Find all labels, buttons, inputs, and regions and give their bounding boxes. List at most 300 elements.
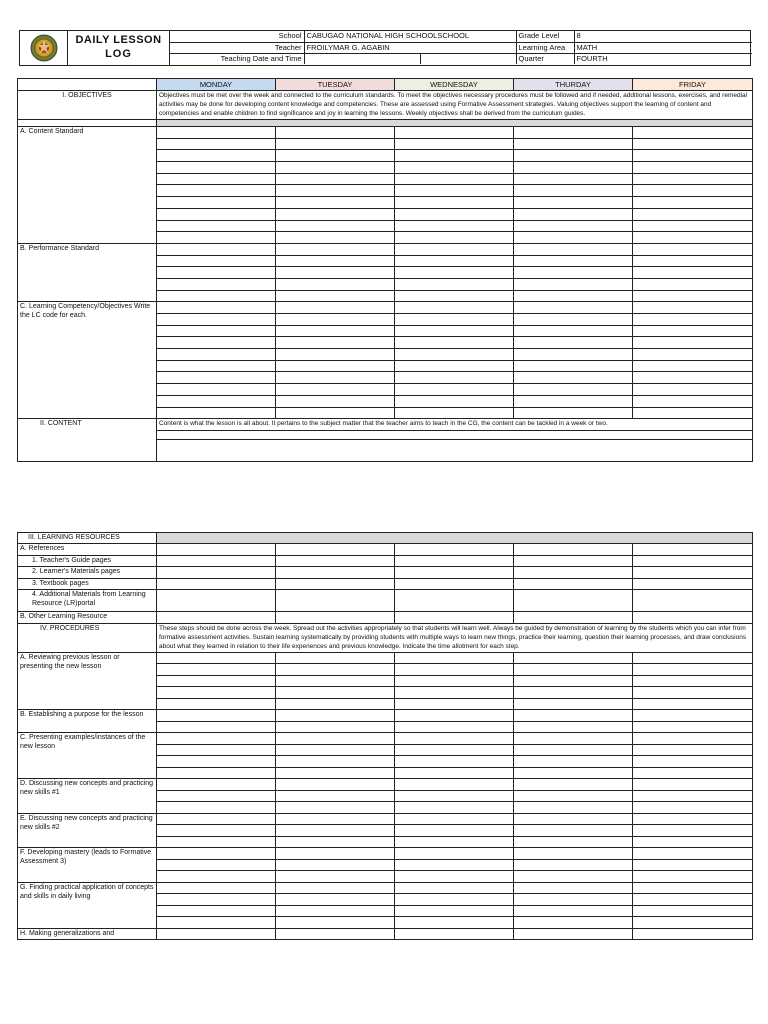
proc-g-cell[interactable] (633, 905, 753, 917)
proc-e-cell[interactable] (395, 825, 514, 837)
proc-c-cell[interactable] (157, 744, 276, 756)
competency-cell[interactable] (633, 325, 753, 337)
teacher-value[interactable]: FROILYMAR G. AGABIN (304, 42, 516, 53)
proc-g-cell[interactable] (395, 905, 514, 917)
content-standard-cell[interactable] (157, 185, 276, 197)
proc-f-cell[interactable] (633, 871, 753, 883)
competency-cell[interactable] (633, 314, 753, 326)
proc-a-cell[interactable] (633, 675, 753, 687)
proc-b-cell[interactable] (633, 721, 753, 733)
competency-cell[interactable] (514, 302, 633, 314)
content-standard-cell[interactable] (157, 220, 276, 232)
performance-standard-cell[interactable] (633, 243, 753, 255)
proc-f-cell[interactable] (395, 871, 514, 883)
proc-f-cell[interactable] (633, 859, 753, 871)
proc-d-cell[interactable] (633, 802, 753, 814)
proc-f-cell[interactable] (395, 848, 514, 860)
proc-e-cell[interactable] (514, 825, 633, 837)
content-standard-cell[interactable] (395, 127, 514, 139)
content-standard-cell[interactable] (514, 197, 633, 209)
competency-cell[interactable] (395, 395, 514, 407)
other-resource-cell[interactable] (157, 612, 276, 624)
grade-value[interactable]: 8 (574, 31, 752, 42)
competency-cell[interactable] (395, 349, 514, 361)
proc-a-cell[interactable] (157, 675, 276, 687)
content-standard-cell[interactable] (157, 173, 276, 185)
proc-b-cell[interactable] (514, 721, 633, 733)
other-resource-cell[interactable] (633, 612, 753, 624)
proc-c-cell[interactable] (157, 756, 276, 768)
competency-cell[interactable] (514, 384, 633, 396)
proc-d-cell[interactable] (157, 802, 276, 814)
proc-h-cell[interactable] (157, 928, 276, 940)
competency-cell[interactable] (395, 384, 514, 396)
school-value[interactable]: CABUGAO NATIONAL HIGH SCHOOLSCHOOL (304, 31, 516, 42)
content-standard-cell[interactable] (395, 220, 514, 232)
proc-e-cell[interactable] (157, 813, 276, 825)
content-standard-cell[interactable] (157, 208, 276, 220)
proc-b-cell[interactable] (276, 710, 395, 722)
proc-a-cell[interactable] (276, 664, 395, 676)
content-standard-cell[interactable] (514, 150, 633, 162)
content-row[interactable] (157, 431, 753, 440)
additional-materials-cell[interactable] (276, 590, 395, 612)
competency-cell[interactable] (514, 407, 633, 419)
tg-pages-cell[interactable] (276, 555, 395, 567)
proc-a-cell[interactable] (633, 664, 753, 676)
date-value[interactable] (305, 54, 421, 64)
competency-cell[interactable] (157, 302, 276, 314)
day-header: FRIDAY (633, 79, 753, 91)
textbook-pages-cell[interactable] (157, 578, 276, 590)
content-standard-cell[interactable] (633, 173, 753, 185)
competency-cell[interactable] (395, 372, 514, 384)
proc-h-cell[interactable] (633, 928, 753, 940)
proc-c-label: C. Presenting examples/instances of the new lesson (18, 733, 157, 779)
proc-f-cell[interactable] (157, 859, 276, 871)
proc-d-cell[interactable] (514, 790, 633, 802)
proc-a-cell[interactable] (395, 664, 514, 676)
content-standard-cell[interactable] (395, 197, 514, 209)
content-standard-cell[interactable] (276, 173, 395, 185)
competency-cell[interactable] (157, 337, 276, 349)
proc-e-cell[interactable] (276, 813, 395, 825)
proc-e-cell[interactable] (276, 836, 395, 848)
proc-b-cell[interactable] (514, 710, 633, 722)
lm-pages-cell[interactable] (157, 567, 276, 579)
proc-g-cell[interactable] (395, 882, 514, 894)
area-value[interactable]: MATH (574, 42, 752, 53)
content-standard-cell[interactable] (633, 232, 753, 244)
performance-standard-cell[interactable] (157, 278, 276, 290)
additional-materials-cell[interactable] (157, 590, 276, 612)
proc-f-cell[interactable] (157, 871, 276, 883)
content-standard-cell[interactable] (633, 185, 753, 197)
competency-cell[interactable] (157, 407, 276, 419)
content-standard-cell[interactable] (276, 138, 395, 150)
proc-g-cell[interactable] (514, 905, 633, 917)
content-standard-cell[interactable] (633, 208, 753, 220)
content-standard-cell[interactable] (395, 185, 514, 197)
performance-standard-cell[interactable] (395, 267, 514, 279)
competency-cell[interactable] (157, 325, 276, 337)
lm-pages-cell[interactable] (633, 567, 753, 579)
proc-c-cell[interactable] (514, 733, 633, 745)
proc-e-cell[interactable] (633, 825, 753, 837)
performance-standard-cell[interactable] (633, 267, 753, 279)
content-standard-cell[interactable] (514, 208, 633, 220)
proc-a-cell[interactable] (395, 652, 514, 664)
references-cell[interactable] (276, 544, 395, 556)
content-standard-cell[interactable] (514, 232, 633, 244)
competency-cell[interactable] (633, 407, 753, 419)
corner-cell (18, 79, 157, 91)
proc-a-cell[interactable] (514, 698, 633, 710)
proc-c-cell[interactable] (276, 767, 395, 779)
textbook-pages-cell[interactable] (514, 578, 633, 590)
proc-f-cell[interactable] (276, 848, 395, 860)
competency-cell[interactable] (276, 337, 395, 349)
content-standard-cell[interactable] (395, 232, 514, 244)
proc-a-cell[interactable] (514, 652, 633, 664)
competency-cell[interactable] (276, 360, 395, 372)
proc-d-cell[interactable] (514, 779, 633, 791)
other-resource-cell[interactable] (395, 612, 514, 624)
content-standard-cell[interactable] (157, 150, 276, 162)
performance-standard-cell[interactable] (157, 243, 276, 255)
competency-cell[interactable] (633, 302, 753, 314)
content-row[interactable] (157, 440, 753, 462)
performance-standard-cell[interactable] (395, 255, 514, 267)
tg-pages-cell[interactable] (395, 555, 514, 567)
content-standard-cell[interactable] (395, 138, 514, 150)
competency-cell[interactable] (514, 372, 633, 384)
proc-d-cell[interactable] (395, 790, 514, 802)
proc-c-cell[interactable] (157, 733, 276, 745)
proc-a-cell[interactable] (157, 687, 276, 699)
proc-c-cell[interactable] (514, 767, 633, 779)
proc-d-cell[interactable] (276, 779, 395, 791)
content-standard-cell[interactable] (395, 150, 514, 162)
competency-cell[interactable] (514, 360, 633, 372)
proc-e-cell[interactable] (514, 813, 633, 825)
area-label: Learning Area (516, 42, 574, 53)
content-standard-cell[interactable] (633, 138, 753, 150)
proc-g-cell[interactable] (633, 894, 753, 906)
competency-cell[interactable] (157, 384, 276, 396)
date-value-cell[interactable] (304, 53, 516, 64)
other-resource-label: B. Other Learning Resource (18, 612, 157, 624)
proc-g-cell[interactable] (157, 882, 276, 894)
proc-e-cell[interactable] (395, 813, 514, 825)
performance-standard-cell[interactable] (633, 255, 753, 267)
proc-c-cell[interactable] (633, 756, 753, 768)
competency-cell[interactable] (395, 407, 514, 419)
proc-a-cell[interactable] (633, 687, 753, 699)
time-value[interactable] (421, 54, 516, 64)
performance-standard-cell[interactable] (276, 290, 395, 302)
content-standard-cell[interactable] (633, 150, 753, 162)
additional-materials-cell[interactable] (633, 590, 753, 612)
competency-cell[interactable] (633, 337, 753, 349)
proc-e-cell[interactable] (633, 813, 753, 825)
proc-a-cell[interactable] (157, 652, 276, 664)
proc-e-cell[interactable] (514, 836, 633, 848)
proc-f-cell[interactable] (276, 859, 395, 871)
competency-cell[interactable] (395, 314, 514, 326)
content-standard-cell[interactable] (514, 173, 633, 185)
performance-standard-cell[interactable] (514, 255, 633, 267)
proc-a-cell[interactable] (395, 687, 514, 699)
proc-h-cell[interactable] (514, 928, 633, 940)
textbook-pages-cell[interactable] (395, 578, 514, 590)
performance-standard-cell[interactable] (276, 278, 395, 290)
proc-a-cell[interactable] (276, 687, 395, 699)
competency-cell[interactable] (157, 314, 276, 326)
competency-cell[interactable] (514, 337, 633, 349)
proc-f-cell[interactable] (395, 859, 514, 871)
proc-a-cell[interactable] (395, 675, 514, 687)
performance-standard-cell[interactable] (157, 267, 276, 279)
proc-c-cell[interactable] (514, 744, 633, 756)
additional-materials-cell[interactable] (395, 590, 514, 612)
performance-standard-cell[interactable] (157, 290, 276, 302)
proc-b-cell[interactable] (157, 710, 276, 722)
proc-g-cell[interactable] (157, 894, 276, 906)
proc-g-cell[interactable] (395, 894, 514, 906)
competency-cell[interactable] (395, 325, 514, 337)
competency-cell[interactable] (395, 360, 514, 372)
proc-a-cell[interactable] (276, 652, 395, 664)
references-cell[interactable] (157, 544, 276, 556)
lm-pages-label: 2. Learner's Materials pages (18, 567, 157, 579)
performance-standard-cell[interactable] (633, 290, 753, 302)
proc-f-cell[interactable] (514, 848, 633, 860)
proc-e-cell[interactable] (276, 825, 395, 837)
proc-e-cell[interactable] (157, 825, 276, 837)
tg-pages-cell[interactable] (157, 555, 276, 567)
competency-cell[interactable] (276, 349, 395, 361)
proc-g-cell[interactable] (514, 882, 633, 894)
proc-g-cell[interactable] (395, 917, 514, 929)
proc-c-cell[interactable] (395, 744, 514, 756)
proc-c-cell[interactable] (395, 767, 514, 779)
content-standard-cell[interactable] (157, 232, 276, 244)
proc-g-cell[interactable] (276, 894, 395, 906)
lm-pages-cell[interactable] (276, 567, 395, 579)
content-standard-cell[interactable] (276, 197, 395, 209)
competency-cell[interactable] (157, 360, 276, 372)
header-box (19, 30, 751, 66)
competency-cell[interactable] (276, 372, 395, 384)
proc-b-cell[interactable] (157, 721, 276, 733)
proc-f-cell[interactable] (514, 871, 633, 883)
competency-cell[interactable] (276, 302, 395, 314)
proc-a-cell[interactable] (157, 664, 276, 676)
competency-cell[interactable] (157, 372, 276, 384)
proc-d-cell[interactable] (276, 790, 395, 802)
content-standard-cell[interactable] (157, 162, 276, 174)
content-standard-cell[interactable] (157, 138, 276, 150)
other-resource-cell[interactable] (514, 612, 633, 624)
proc-b-cell[interactable] (276, 721, 395, 733)
textbook-pages-cell[interactable] (633, 578, 753, 590)
competency-cell[interactable] (276, 325, 395, 337)
performance-standard-cell[interactable] (276, 243, 395, 255)
competency-cell[interactable] (633, 349, 753, 361)
content-standard-cell[interactable] (514, 162, 633, 174)
proc-a-label: A. Reviewing previous lesson or presenting the new lesson (18, 652, 157, 710)
proc-e-cell[interactable] (395, 836, 514, 848)
content-standard-cell[interactable] (395, 162, 514, 174)
proc-d-cell[interactable] (633, 779, 753, 791)
competency-cell[interactable] (395, 337, 514, 349)
references-cell[interactable] (633, 544, 753, 556)
performance-standard-cell[interactable] (276, 267, 395, 279)
proc-d-cell[interactable] (276, 802, 395, 814)
proc-g-cell[interactable] (157, 905, 276, 917)
competency-cell[interactable] (157, 395, 276, 407)
proc-c-cell[interactable] (276, 744, 395, 756)
performance-standard-cell[interactable] (395, 278, 514, 290)
additional-materials-cell[interactable] (514, 590, 633, 612)
proc-c-cell[interactable] (633, 744, 753, 756)
lm-pages-cell[interactable] (514, 567, 633, 579)
proc-f-cell[interactable] (276, 871, 395, 883)
proc-c-cell[interactable] (633, 733, 753, 745)
proc-a-cell[interactable] (633, 652, 753, 664)
competency-cell[interactable] (276, 407, 395, 419)
competency-cell[interactable] (514, 395, 633, 407)
proc-g-cell[interactable] (514, 894, 633, 906)
proc-g-cell[interactable] (276, 905, 395, 917)
content-standard-cell[interactable] (395, 208, 514, 220)
proc-a-cell[interactable] (514, 675, 633, 687)
content-standard-cell[interactable] (157, 127, 276, 139)
objectives-spacer (18, 120, 157, 127)
competency-cell[interactable] (514, 349, 633, 361)
proc-b-cell[interactable] (395, 710, 514, 722)
content-standard-cell[interactable] (276, 127, 395, 139)
references-cell[interactable] (514, 544, 633, 556)
competency-cell[interactable] (276, 384, 395, 396)
proc-a-cell[interactable] (157, 698, 276, 710)
content-standard-cell[interactable] (276, 150, 395, 162)
proc-b-cell[interactable] (395, 721, 514, 733)
proc-a-cell[interactable] (395, 698, 514, 710)
proc-c-cell[interactable] (395, 756, 514, 768)
quarter-value[interactable]: FOURTH (574, 53, 752, 64)
content-standard-cell[interactable] (276, 220, 395, 232)
content-standard-cell[interactable] (276, 208, 395, 220)
lm-pages-cell[interactable] (395, 567, 514, 579)
proc-g-cell[interactable] (514, 917, 633, 929)
proc-c-cell[interactable] (276, 733, 395, 745)
content-standard-cell[interactable] (514, 185, 633, 197)
content-standard-cell[interactable] (276, 232, 395, 244)
proc-h-cell[interactable] (395, 928, 514, 940)
content-standard-cell[interactable] (633, 127, 753, 139)
performance-standard-cell[interactable] (514, 267, 633, 279)
tg-pages-cell[interactable] (633, 555, 753, 567)
proc-d-cell[interactable] (157, 779, 276, 791)
proc-f-cell[interactable] (157, 848, 276, 860)
tg-pages-cell[interactable] (514, 555, 633, 567)
proc-g-cell[interactable] (276, 917, 395, 929)
content-standard-cell[interactable] (514, 138, 633, 150)
proc-h-cell[interactable] (276, 928, 395, 940)
content-standard-cell[interactable] (395, 173, 514, 185)
proc-e-cell[interactable] (157, 836, 276, 848)
content-standard-cell[interactable] (157, 197, 276, 209)
proc-c-cell[interactable] (157, 767, 276, 779)
textbook-pages-cell[interactable] (276, 578, 395, 590)
proc-d-cell[interactable] (395, 802, 514, 814)
proc-g-cell[interactable] (633, 917, 753, 929)
proc-c-cell[interactable] (633, 767, 753, 779)
competency-cell[interactable] (157, 349, 276, 361)
proc-d-cell[interactable] (395, 779, 514, 791)
content-standard-cell[interactable] (633, 197, 753, 209)
proc-a-cell[interactable] (276, 675, 395, 687)
proc-e-cell[interactable] (633, 836, 753, 848)
content-standard-cell[interactable] (514, 127, 633, 139)
competency-cell[interactable] (276, 314, 395, 326)
competency-cell[interactable] (633, 395, 753, 407)
competency-cell[interactable] (633, 360, 753, 372)
proc-f-cell[interactable] (633, 848, 753, 860)
competency-cell[interactable] (395, 302, 514, 314)
performance-standard-cell[interactable] (276, 255, 395, 267)
references-cell[interactable] (395, 544, 514, 556)
competency-cell[interactable] (633, 384, 753, 396)
performance-standard-cell[interactable] (157, 255, 276, 267)
proc-a-cell[interactable] (633, 698, 753, 710)
proc-c-cell[interactable] (514, 756, 633, 768)
proc-g-cell[interactable] (157, 917, 276, 929)
performance-standard-cell[interactable] (395, 290, 514, 302)
proc-d-cell[interactable] (514, 802, 633, 814)
performance-standard-cell[interactable] (514, 278, 633, 290)
content-standard-cell[interactable] (633, 162, 753, 174)
proc-d-cell[interactable] (157, 790, 276, 802)
performance-standard-cell[interactable] (395, 243, 514, 255)
performance-standard-cell[interactable] (514, 243, 633, 255)
proc-g-cell[interactable] (276, 882, 395, 894)
proc-d-cell[interactable] (633, 790, 753, 802)
competency-cell[interactable] (514, 325, 633, 337)
other-resource-cell[interactable] (276, 612, 395, 624)
proc-a-cell[interactable] (514, 687, 633, 699)
competency-cell[interactable] (514, 314, 633, 326)
proc-a-cell[interactable] (276, 698, 395, 710)
proc-f-cell[interactable] (514, 859, 633, 871)
content-standard-cell[interactable] (276, 162, 395, 174)
proc-b-cell[interactable] (633, 710, 753, 722)
content-standard-cell[interactable] (633, 220, 753, 232)
proc-c-cell[interactable] (276, 756, 395, 768)
performance-standard-cell[interactable] (514, 290, 633, 302)
content-standard-cell[interactable] (276, 185, 395, 197)
title-box (68, 31, 170, 65)
proc-c-cell[interactable] (395, 733, 514, 745)
competency-cell[interactable] (633, 372, 753, 384)
content-standard-cell[interactable] (514, 220, 633, 232)
competency-cell[interactable] (276, 395, 395, 407)
proc-a-cell[interactable] (514, 664, 633, 676)
performance-standard-cell[interactable] (633, 278, 753, 290)
proc-g-cell[interactable] (633, 882, 753, 894)
